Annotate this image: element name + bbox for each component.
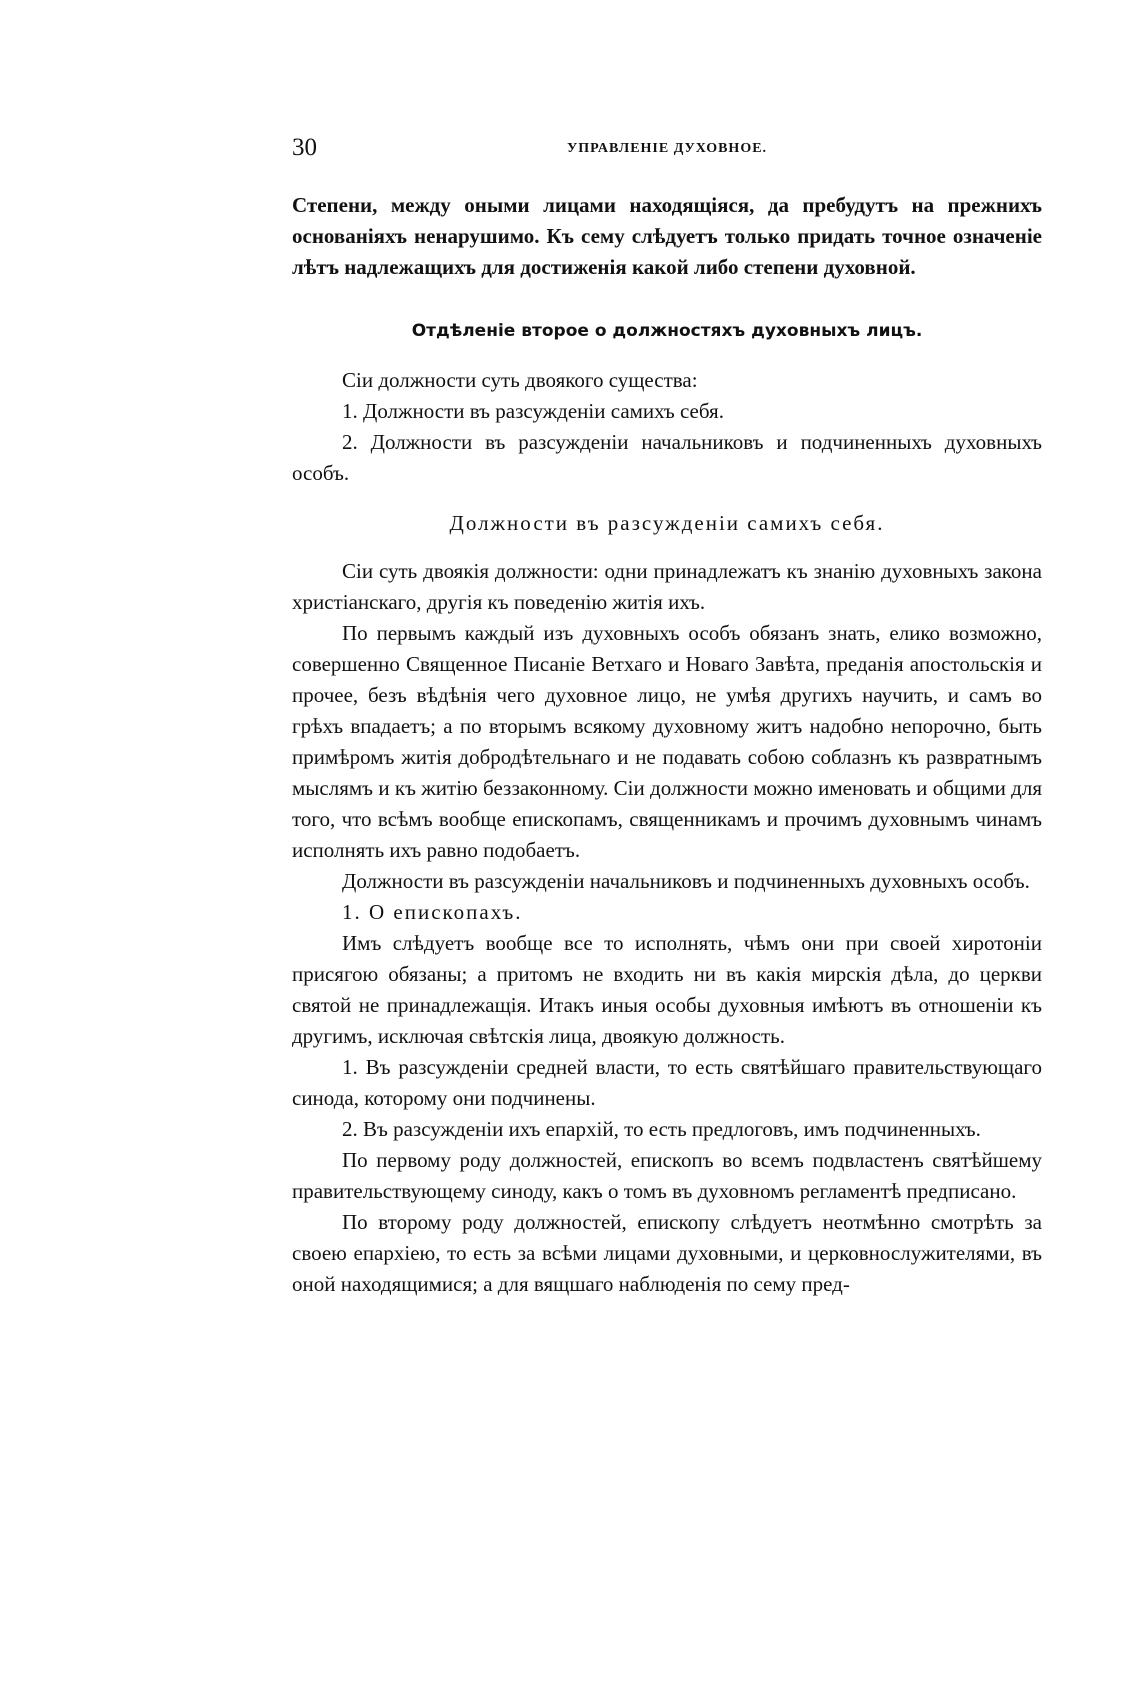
paragraph-second-kind: По второму роду должностей, епископу слѣдуетъ неотмѣнно смотрѣть за своею епархіею, то есть за всѣми лицами духовными, и церковнослужителями, въ оной находящимися; а для вящшаго наблюденія по сему пред- xyxy=(292,1210,1042,1296)
paragraph-bishops: Имъ слѣдуетъ вообще все то исполнять, чѣмъ они при своей хиротоніи присягою обязаны; а притомъ не входить ни въ какія мирскія дѣла, до церкви святой не принадлежащія. Итакъ иныя особы духовныя имѣютъ въ отношеніи къ другимъ, исключая свѣтскія лица, двоякую должность. xyxy=(292,931,1042,1048)
paragraph-eparchies: 2. Въ разсужденіи ихъ епархій, то есть предлоговъ, имъ подчиненныхъ. xyxy=(342,1117,981,1141)
heading-bishops: 1. О епископахъ. xyxy=(342,900,523,924)
subsection-heading: Должности въ разсужденіи самихъ себя. xyxy=(449,511,885,535)
page-number: 30 xyxy=(292,134,317,161)
paragraph-synod: 1. Въ разсужденіи средней власти, то есть святѣйшаго правительствующаго синода, которому они подчинены. xyxy=(292,1055,1042,1110)
running-head xyxy=(292,134,1042,174)
paragraph-superiors: Должности въ разсужденіи начальниковъ и подчиненныхъ духовныхъ особъ. xyxy=(342,869,1030,893)
running-title: УПРАВЛЕНІЕ ДУХОВНОЕ. xyxy=(566,141,768,156)
list-item-1: 1. Должности въ разсужденіи самихъ себя. xyxy=(342,399,724,423)
paragraph-knowledge: По первымъ каждый изъ духовныхъ особъ обязанъ знать, елико возможно, совершенно Священное Писаніе Ветхаго и Новаго Завѣта, преданія апостольскія и прочее, безъ вѣдѣнія чего духовное лицо, не умѣя другихъ научить, и самъ во грѣхъ впадаетъ; а по вторымъ всякому духовному житъ надобно непорочно, быть примѣромъ житія добродѣтельнаго и не подавать собою соблазнъ къ развратнымъ мыслямъ и къ житію беззаконному. Сіи должности можно именовать и общими для того, что всѣмъ вообще епископамъ, священникамъ и прочимъ духовнымъ чинамъ исполнять ихъ равно подобаетъ. xyxy=(292,621,1042,862)
paragraph-degrees: Степени, между оными лицами находящіяся, да пребудутъ на прежнихъ основаніяхъ ненарушимо. Къ сему слѣдуетъ только придать точное означеніе лѣтъ надлежащихъ для достиженія какой либо степени духовной. xyxy=(292,193,1042,279)
list-item-2: 2. Должности въ разсужденіи начальниковъ и подчиненныхъ духовныхъ особъ. xyxy=(292,430,1042,485)
paragraph-first-kind: По первому роду должностей, епископъ во всемъ подвластенъ святѣйшему правительствующему синоду, какъ о томъ въ духовномъ регламентѣ предписано. xyxy=(292,1148,1042,1203)
paragraph-intro: Сіи должности суть двоякого существа: xyxy=(342,368,698,392)
section-heading: Отдѣленіе второе о должностяхъ духовныхъ лицъ. xyxy=(411,321,923,341)
paragraph-duties-kinds: Сіи суть двоякія должности: одни принадлежатъ къ знанію духовныхъ закона христіанскаго, другія къ поведенію житія ихъ. xyxy=(292,559,1042,614)
book-page xyxy=(292,134,1042,1300)
